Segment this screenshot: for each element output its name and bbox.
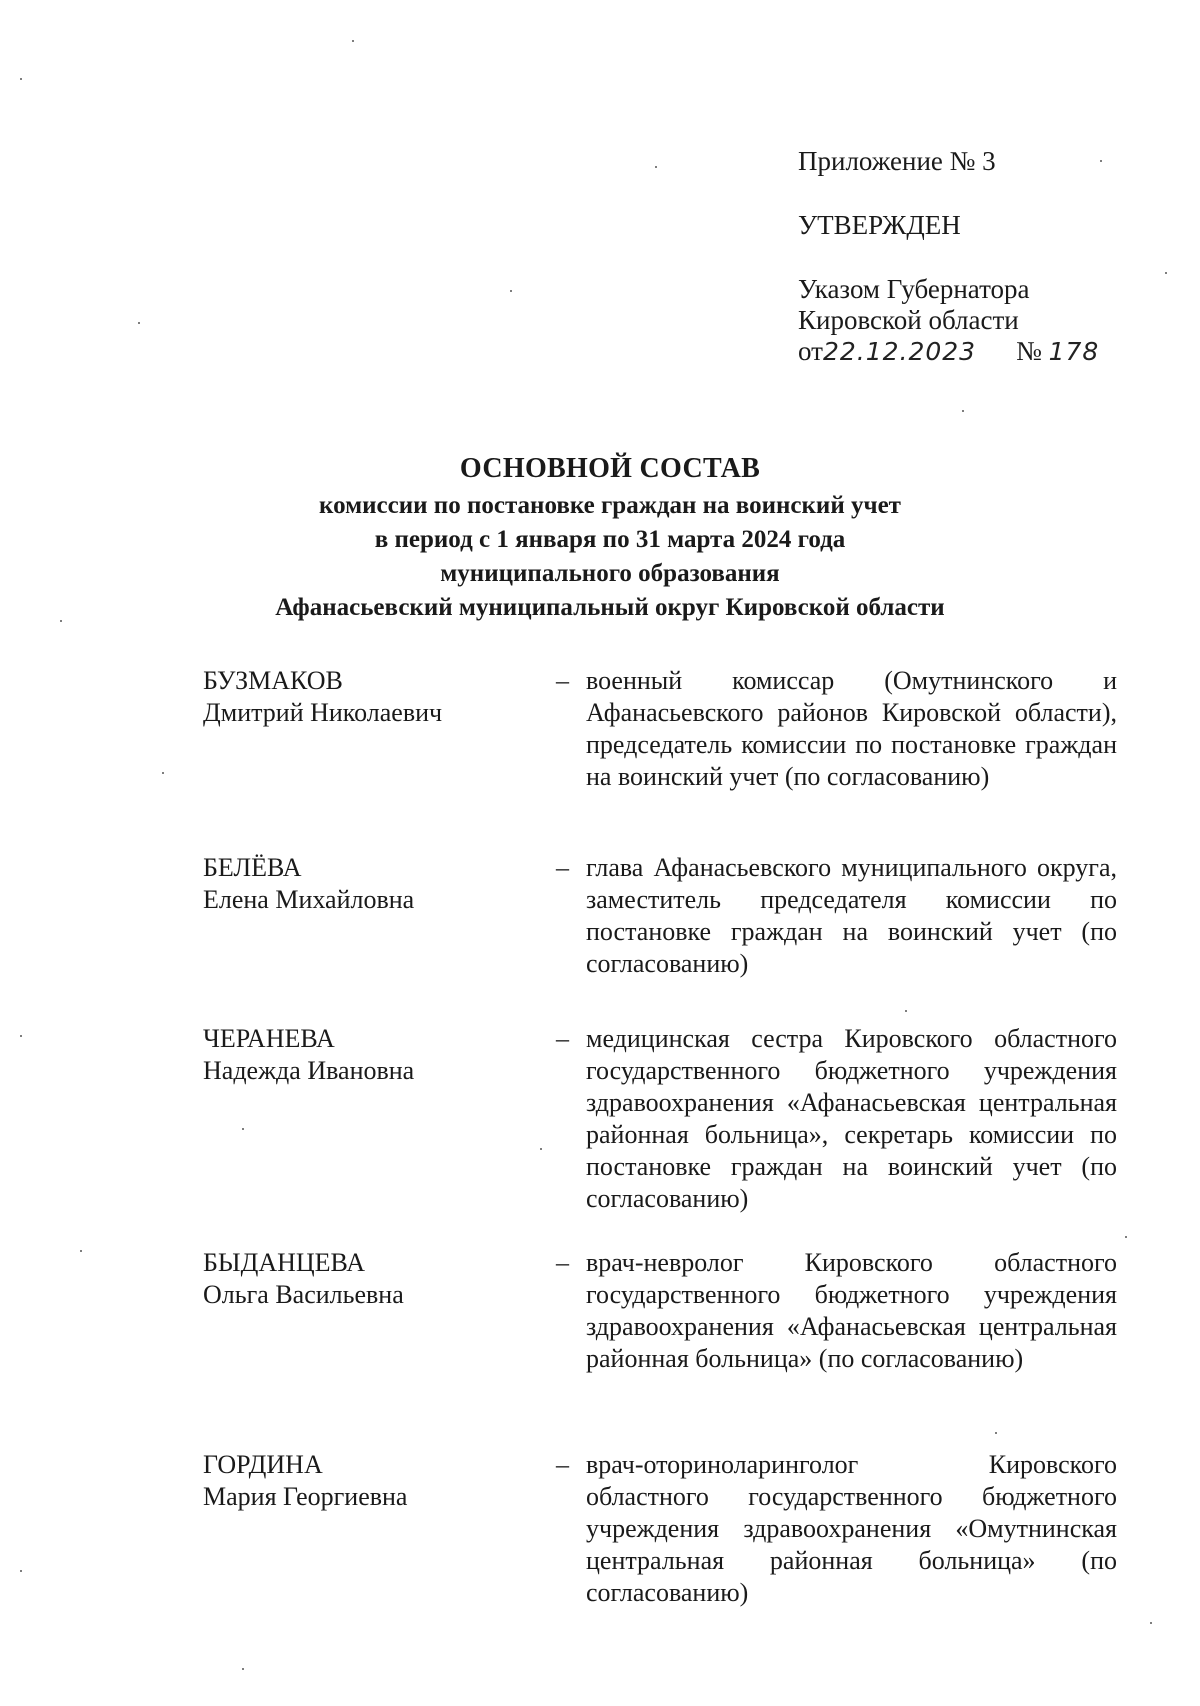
member-name [203,665,533,729]
member-dash: – [556,1450,569,1479]
member-given-names: Елена Михайловна [203,885,415,914]
handwritten-number: 178 [1048,337,1100,366]
member-surname: БЕЛЁВА [203,853,302,882]
scan-speck [352,40,354,42]
member-role: медицинская сестра Кировского областного государственного бюджетного учреждения здравоохранения «Афанасьевская центральная районная больница», секретарь комиссии по постановке граждан на воинский учет (по согласованию) [586,1024,1117,1213]
scan-speck [242,1128,244,1130]
member-name [203,1449,533,1513]
member-role: военный комиссар (Омутнинского и Афанасьевского районов Кировской области), председатель комиссии по постановке граждан на воинский учет (по согласованию) [586,666,1117,791]
scan-speck [995,1432,997,1434]
scan-speck [20,78,22,80]
member-given-names: Мария Георгиевна [203,1482,408,1511]
scan-speck [242,1668,244,1670]
member-surname: БУЗМАКОВ [203,666,343,695]
date-prefix: от [798,336,823,366]
member-entry [203,1023,1123,1247]
member-surname: ГОРДИНА [203,1450,323,1479]
scan-speck [905,1010,907,1012]
member-given-names: Дмитрий Николаевич [203,698,443,727]
heading-line-3: муниципального образования [440,560,780,587]
member-given-names: Надежда Ивановна [203,1056,415,1085]
scan-speck [510,290,512,292]
decree-line-2: Кировской области [798,305,1019,335]
scan-speck [138,322,140,324]
document-heading [200,449,1020,625]
approved-label: УТВЕРЖДЕН [798,210,961,240]
member-entry [203,1247,1123,1449]
scan-speck [1165,272,1167,274]
heading-line-2: в период с 1 января по 31 марта 2024 года [374,526,846,553]
member-dash: – [556,853,569,882]
scan-speck [20,1570,22,1572]
decree-date-line [798,336,1138,367]
scan-speck [20,1035,22,1037]
member-surname: БЫДАНЦЕВА [203,1248,366,1277]
heading-line-1: комиссии по постановке граждан на воинский учет [319,492,901,519]
member-entry [203,1449,1123,1609]
member-dash: – [556,1248,569,1277]
scan-speck [962,410,964,412]
member-role: врач-оториноларинголог Кировского областного государственного бюджетного учреждения здравоохранения «Омутнинская центральная районная больница» (по согласованию) [586,1450,1117,1607]
member-name [203,852,533,916]
member-surname: ЧЕРАНЕВА [203,1024,335,1053]
scan-speck [540,1148,542,1150]
member-given-names: Ольга Васильевна [203,1280,404,1309]
member-name [203,1023,533,1087]
member-entry [203,852,1123,1023]
annex-label: Приложение № 3 [798,146,996,176]
document-title: ОСНОВНОЙ СОСТАВ [459,453,761,484]
member-role: врач-невролог Кировского областного государственного бюджетного учреждения здравоохранения «Афанасьевская центральная районная больница» (по согласованию) [586,1248,1117,1373]
scan-speck [1125,1236,1127,1238]
scan-speck [162,772,164,774]
scan-speck [1100,160,1102,162]
member-role: глава Афанасьевского муниципального округа, заместитель председателя комиссии по постановке граждан на воинский учет (по согласованию) [586,853,1117,978]
scan-speck [1150,1622,1152,1624]
scan-speck [80,1250,82,1252]
approval-block [798,146,1138,367]
member-entry [203,665,1123,852]
decree-line-1: Указом Губернатора [798,274,1030,304]
heading-line-4: Афанасьевский муниципальный округ Кировской области [275,594,945,621]
number-label: № [1016,336,1042,366]
member-name [203,1247,533,1311]
scan-speck [655,166,657,168]
handwritten-date: 22.12.2023 [822,337,977,366]
member-dash: – [556,666,569,695]
members-list [203,665,1123,1609]
scan-speck [60,620,62,622]
member-dash: – [556,1024,569,1053]
